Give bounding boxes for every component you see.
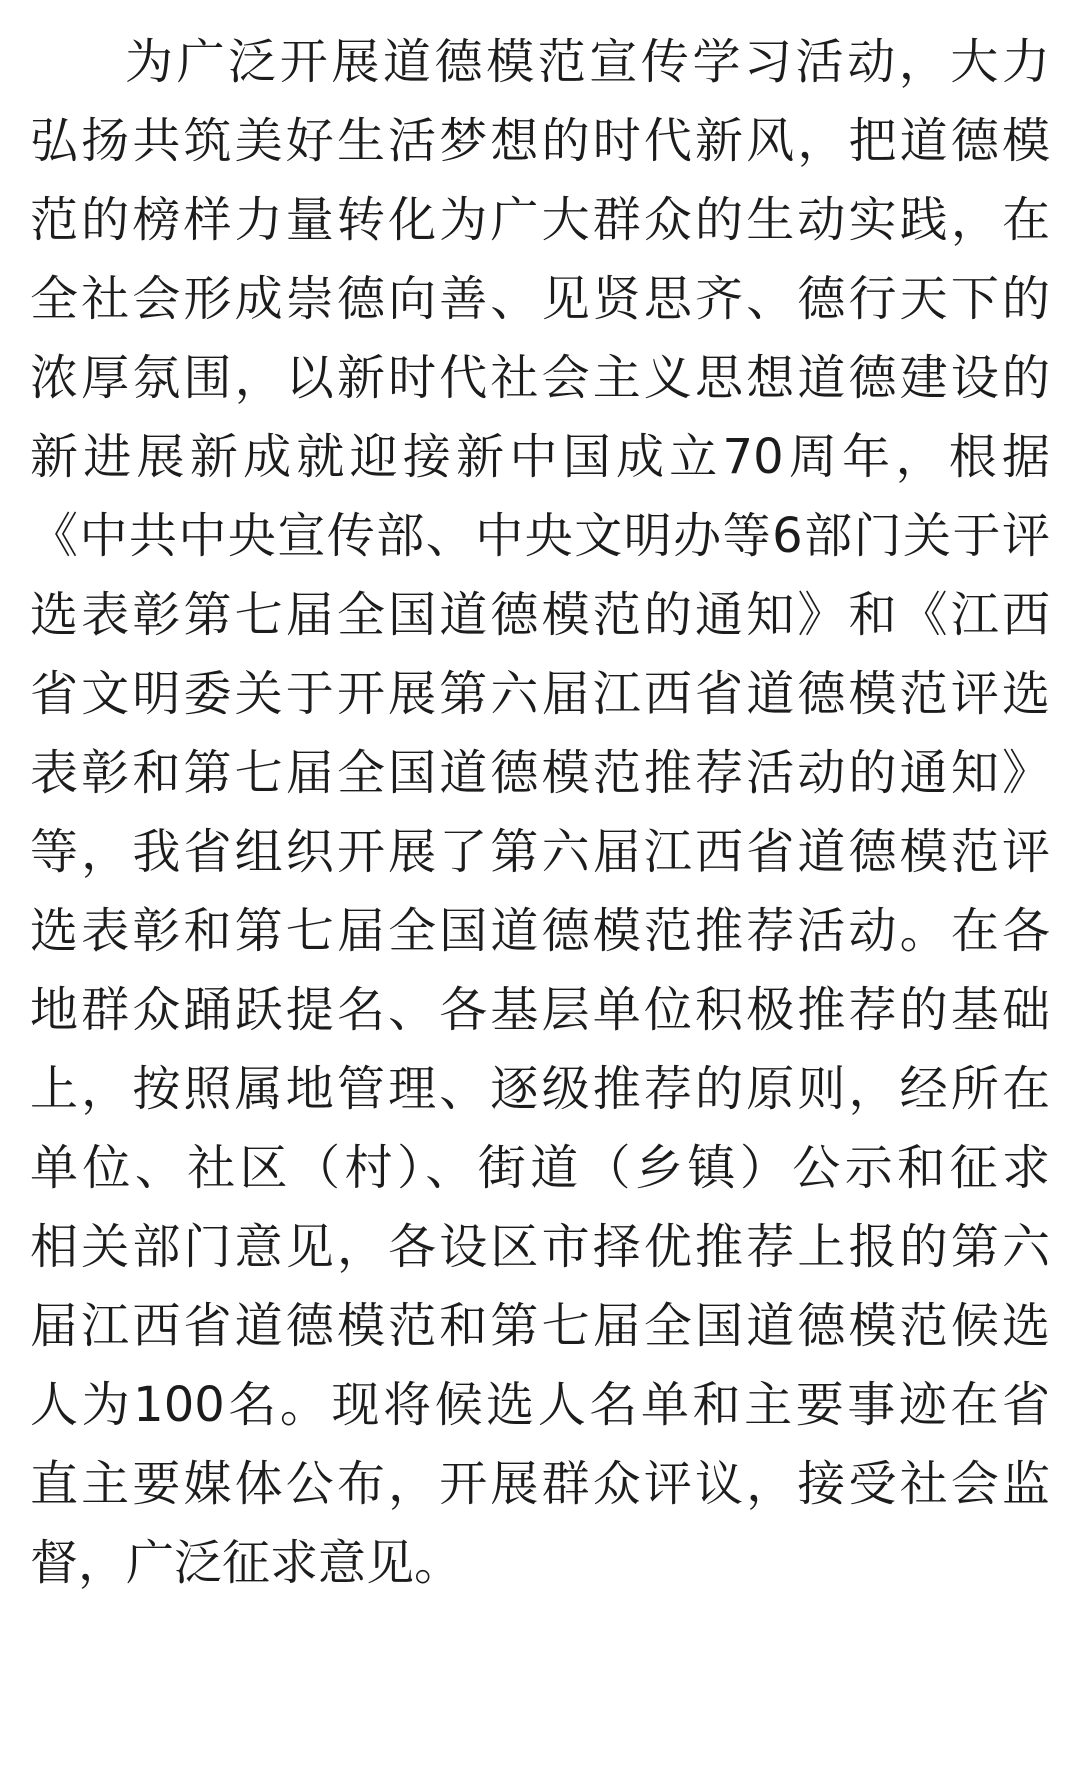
paragraph-line: 地群众踊跃提名、各基层单位积极推荐的基础: [30, 982, 1050, 1038]
paragraph-line: 督，广泛征求意见。: [30, 1535, 463, 1591]
paragraph-line: 上，按照属地管理、逐级推荐的原则，经所在: [30, 1061, 1050, 1117]
paragraph-line: 表彰和第七届全国道德模范推荐活动的通知》: [30, 745, 1050, 801]
paragraph-line: 范的榜样力量转化为广大群众的生动实践，在: [30, 192, 1050, 248]
paragraph-line: 等，我省组织开展了第六届江西省道德模范评: [30, 824, 1050, 880]
paragraph-line: 人为100名。现将候选人名单和主要事迹在省: [30, 1377, 1050, 1433]
paragraph-line: 为广泛开展道德模范宣传学习活动，大力: [125, 34, 1050, 90]
paragraph-line: 全社会形成崇德向善、见贤思齐、德行天下的: [30, 271, 1050, 327]
paragraph-line: 新进展新成就迎接新中国成立70周年，根据: [30, 429, 1050, 485]
paragraph-line: 选表彰第七届全国道德模范的通知》和《江西: [30, 587, 1050, 643]
paragraph-line: 相关部门意见，各设区市择优推荐上报的第六: [30, 1219, 1050, 1275]
paragraph-line: 届江西省道德模范和第七届全国道德模范候选: [30, 1298, 1050, 1354]
paragraph-line: 省文明委关于开展第六届江西省道德模范评选: [30, 666, 1050, 722]
paragraph-line: 弘扬共筑美好生活梦想的时代新风，把道德模: [30, 113, 1050, 169]
paragraph-line: 浓厚氛围，以新时代社会主义思想道德建设的: [30, 350, 1050, 406]
paragraph-line: 《中共中央宣传部、中央文明办等6部门关于评: [30, 508, 1050, 564]
paragraph-line: 选表彰和第七届全国道德模范推荐活动。在各: [30, 903, 1050, 959]
paragraph-line: 单位、社区（村）、街道（乡镇）公示和征求: [30, 1140, 1050, 1196]
paragraph-line: 直主要媒体公布，开展群众评议，接受社会监: [30, 1456, 1050, 1512]
